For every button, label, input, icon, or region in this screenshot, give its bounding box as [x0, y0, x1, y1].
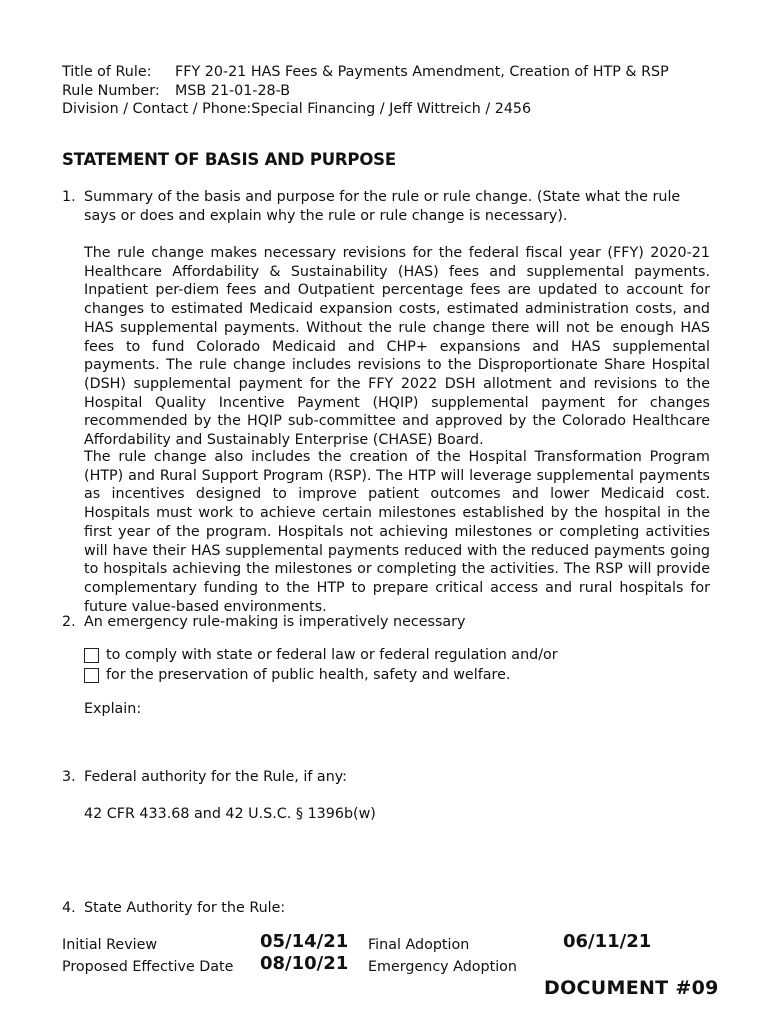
rule-number-value: MSB 21-01-28-B	[175, 82, 291, 99]
rule-header	[62, 63, 669, 119]
federal-authority-value: 42 CFR 433.68 and 42 U.S.C. § 1396b(w)	[84, 806, 376, 822]
proposed-effective-label: Proposed Effective Date	[62, 959, 234, 975]
initial-review-label: Initial Review	[62, 937, 158, 953]
item-4	[62, 899, 710, 918]
item-2-number: 2.	[62, 614, 76, 630]
item-1	[62, 188, 710, 225]
division-label: Division / Contact / Phone:	[62, 101, 252, 118]
item-1-paragraph-2: The rule change also includes the creation of the Hospital Transformation Program (HTP) and Rural Support Program (RSP). The HTP will leverage supplemental payments as incentives designed to improve patient outcomes and lower Medicaid cost. Hospitals must work to achieve certain milestones established by the hospital in the first year of the program. Hospitals not achieving milestones or completing activities will have their HAS supplemental payments reduced with the reduced payments going to hospitals achieving the milestones or completing the activities. The RSP will provide complementary funding to the HTP to prepare critical access and rural hospitals for future value-based environments.	[84, 449, 710, 615]
item-2	[62, 613, 710, 632]
item-4-number: 4.	[62, 900, 76, 916]
emergency-options	[84, 645, 710, 685]
final-adoption-value: 06/11/21	[563, 931, 652, 952]
division-value: Special Financing / Jeff Wittreich / 2456	[251, 101, 532, 118]
page-heading: STATEMENT OF BASIS AND PURPOSE	[62, 150, 396, 169]
rule-number-row	[62, 82, 669, 101]
option-comply-label: to comply with state or federal law or federal regulation and/or	[106, 646, 558, 663]
title-value: FFY 20-21 HAS Fees & Payments Amendment, Creation of HTP & RSP	[175, 64, 669, 80]
division-row	[62, 100, 669, 119]
item-2-text: An emergency rule-making is imperatively necessary	[84, 614, 466, 630]
comply-checkbox[interactable]	[84, 648, 99, 663]
item-4-text: State Authority for the Rule:	[84, 900, 286, 916]
option-preservation-label: for the preservation of public health, safety and welfare.	[106, 666, 511, 683]
title-label: Title of Rule:	[62, 64, 152, 80]
item-3	[62, 768, 710, 787]
proposed-effective-value: 08/10/21	[260, 953, 349, 974]
final-adoption-label: Final Adoption	[368, 937, 470, 953]
rule-number-label: Rule Number:	[62, 82, 160, 99]
dates-block	[62, 933, 722, 981]
item-3-number: 3.	[62, 769, 76, 785]
explain-label: Explain:	[84, 701, 142, 717]
initial-review-value: 05/14/21	[260, 931, 349, 952]
option-comply-row[interactable]	[84, 645, 710, 665]
item-3-text: Federal authority for the Rule, if any:	[84, 769, 347, 785]
preservation-checkbox[interactable]	[84, 668, 99, 683]
item-1-paragraph-1: The rule change makes necessary revisions for the federal fiscal year (FFY) 2020-21 Healthcare Affordability & Sustainability (HAS) fees and supplemental payments. Inpatient per-diem fees and Outpatient percentage fees are updated to account for changes to estimated Medicaid expansion costs, estimated administration costs, and HAS supplemental payments. Without the rule change there will not be enough HAS fees to fund Colorado Medicaid and CHP+ expansions and HAS supplemental payments. The rule change includes revisions to the Disproportionate Share Hospital (DSH) supplemental payment for the FFY 2022 DSH allotment and revisions to the Hospital Quality Incentive Payment (HQIP) supplemental payment for changes recommended by the HQIP sub-committee and approved by the Colorado Healthcare Affordability and Sustainably Enterprise (CHASE) Board.	[84, 245, 710, 449]
title-row	[62, 63, 669, 82]
emergency-adoption-label: Emergency Adoption	[368, 959, 517, 975]
option-preservation-row[interactable]	[84, 665, 710, 685]
item-1-text: Summary of the basis and purpose for the rule or rule change. (State what the rule says or does and explain why the rule or rule change is necessary).	[84, 189, 681, 224]
item-1-number: 1.	[62, 189, 76, 205]
document-number: DOCUMENT #09	[544, 977, 719, 999]
